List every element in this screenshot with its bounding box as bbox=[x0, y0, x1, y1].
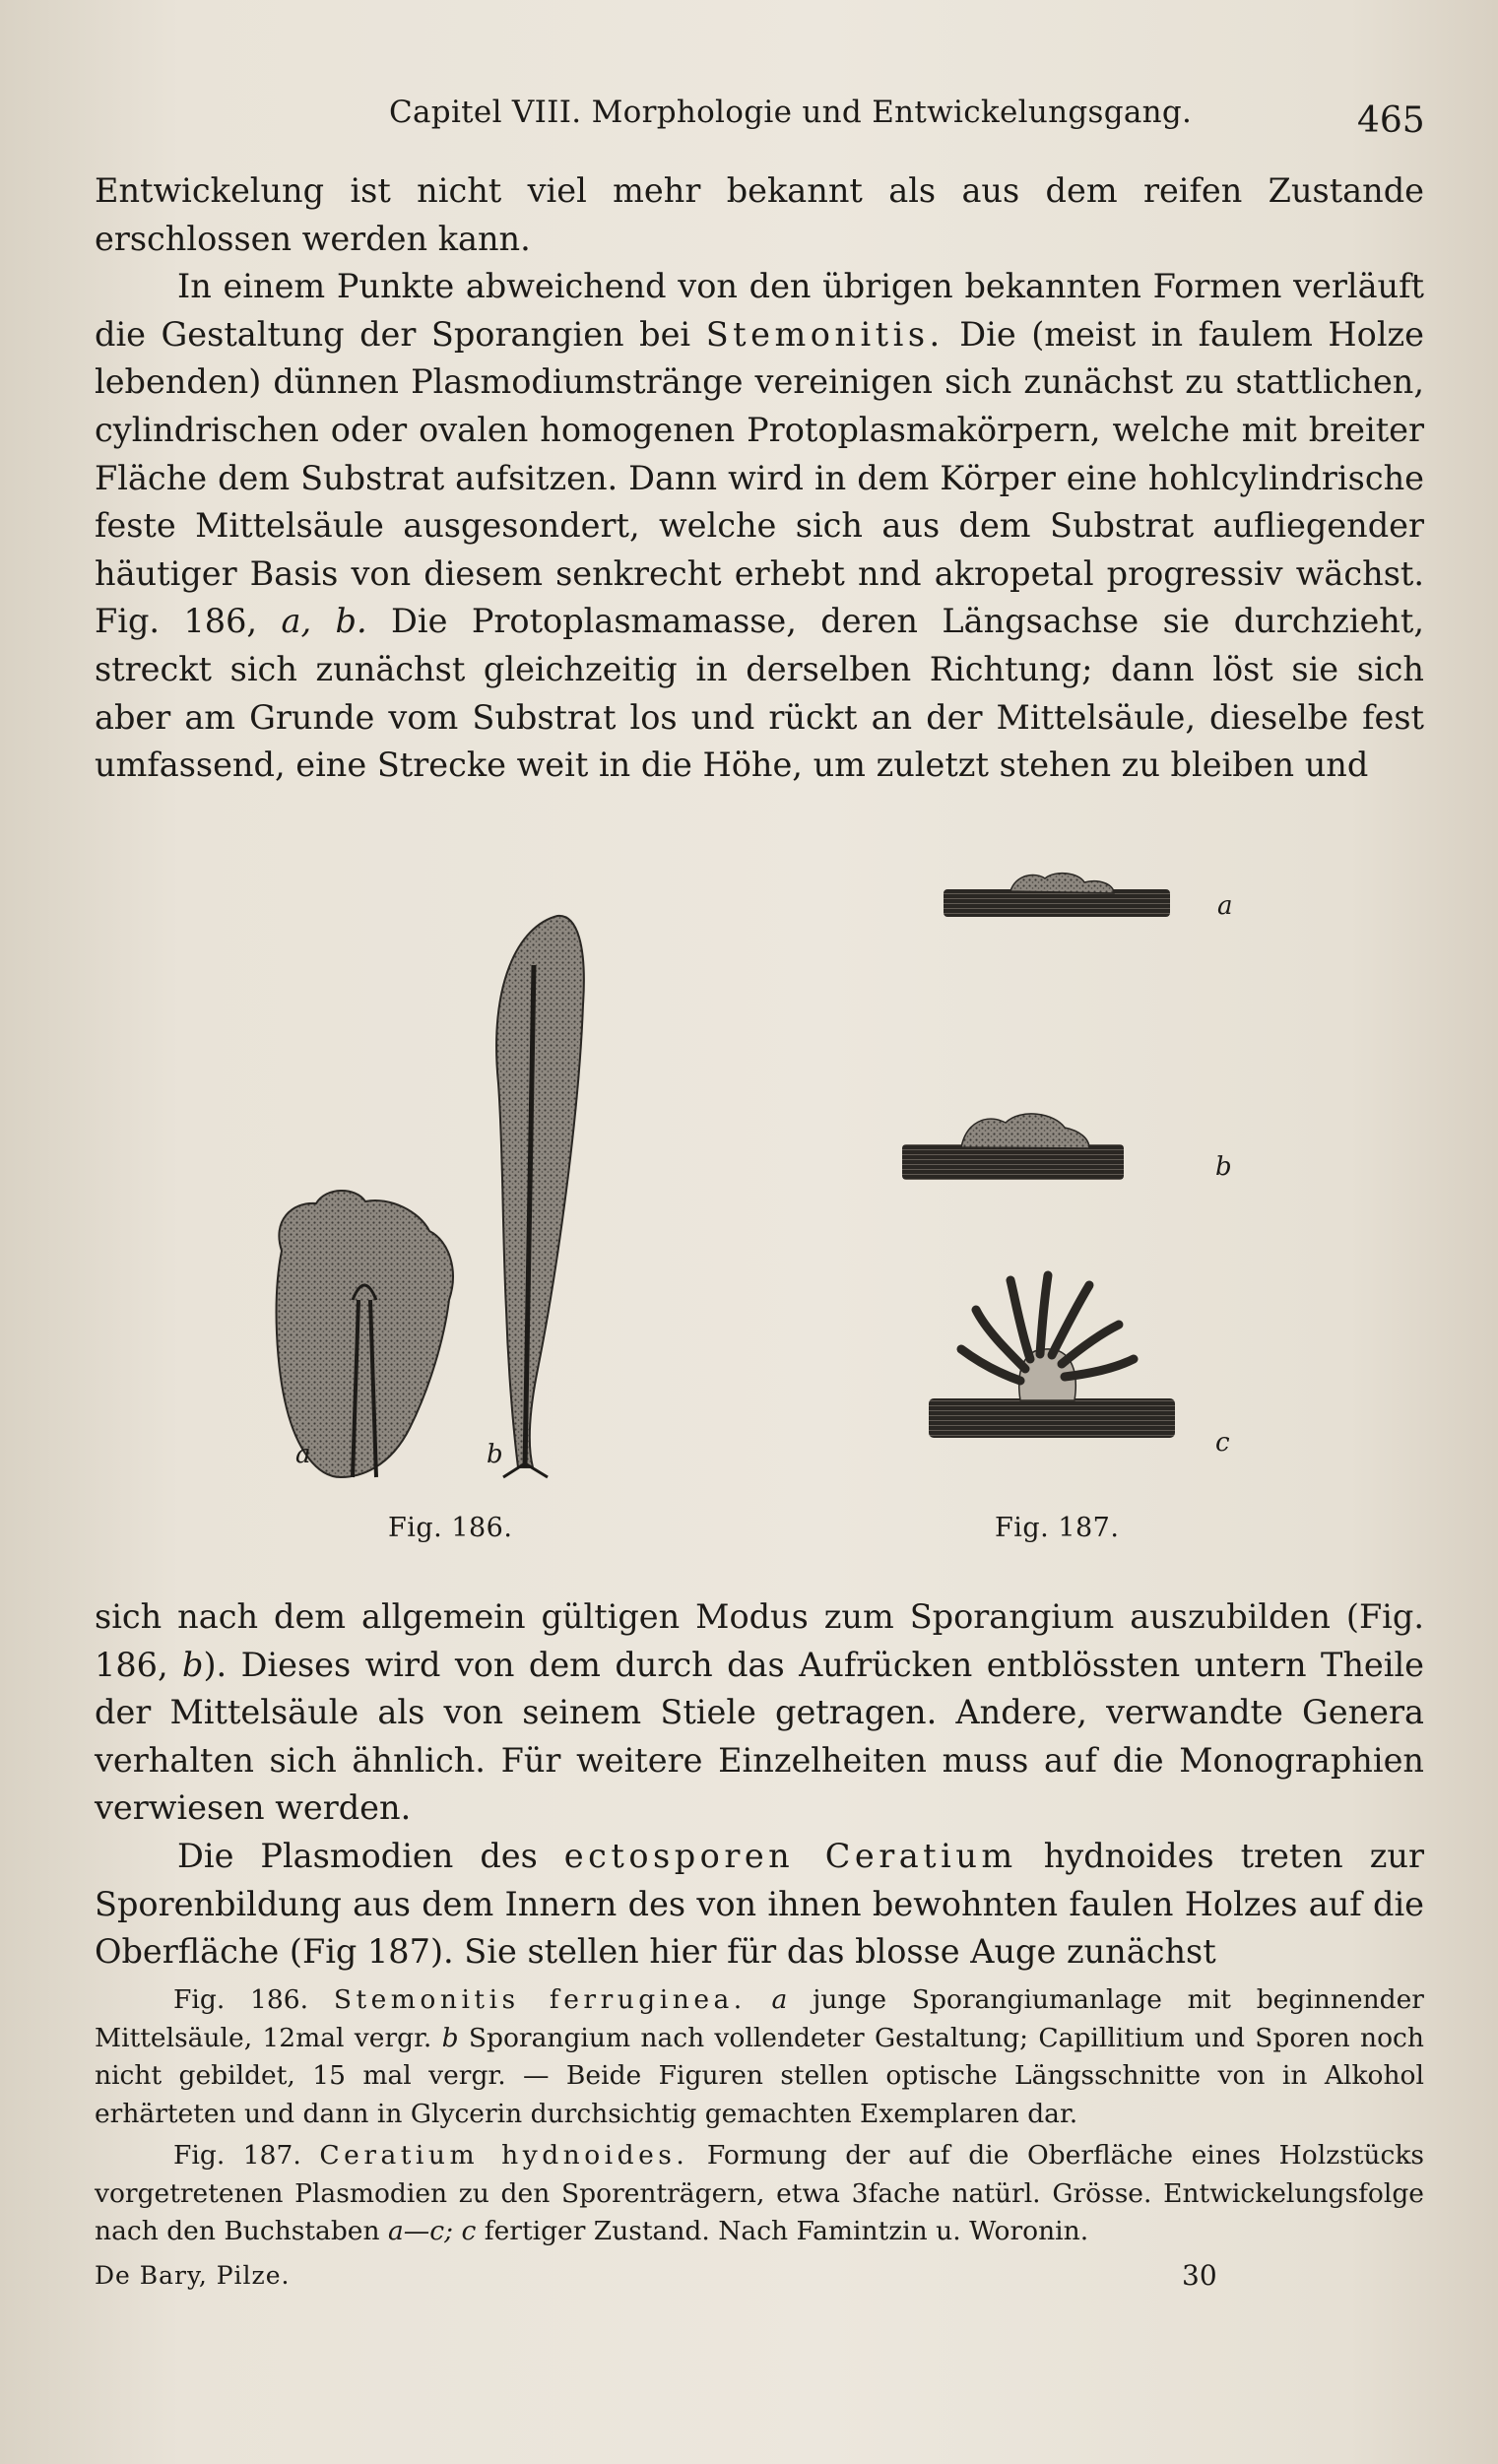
caption-186-label: Fig. 186. bbox=[173, 1984, 309, 2015]
caption-186-letter-a: a bbox=[771, 1984, 788, 2015]
paragraph-2-text-c: Die Protoplasmamasse, deren Längsachse sie durchzieht, streckt sich zunächst gleichzeitig in derselben Richtung; dann löst sie sich aber am Grunde vom Substrat los und rückt an der Mittelsäule, dieselbe fest umfassend, eine Strecke weit in die Höhe, um zuletzt stehen zu bleiben und bbox=[95, 602, 1424, 785]
fig-187-letter-a: a bbox=[1217, 891, 1233, 921]
figure-reference-b: b bbox=[182, 1645, 204, 1684]
figure-reference: a, b. bbox=[281, 602, 367, 641]
caption-187-species: Ceratium hydnoides. bbox=[319, 2140, 689, 2171]
caption-186-species: Stemonitis ferruginea. bbox=[333, 1984, 747, 2015]
genus-stemonitis: Stemonitis. bbox=[705, 314, 944, 354]
caption-187-label: Fig. 187. bbox=[173, 2140, 301, 2171]
paragraph-3 bbox=[95, 1593, 1424, 1833]
fig-186b-drawing bbox=[496, 916, 584, 1477]
fig-187-label: Fig. 187. bbox=[995, 1513, 1120, 1543]
species-name-spaced: ectosporen Ceratium bbox=[563, 1836, 1017, 1875]
caption-187-text-a: Formung der auf die Oberfläche eines Holzstücks vorgetretenen Plasmodien zu den Sporenträgern, etwa 3fache natürl. Grösse. Entwickelungsfolge nach den Buchstaben bbox=[95, 2140, 1424, 2246]
fig-186-letter-a: a bbox=[295, 1440, 311, 1469]
caption-186-letter-b: b bbox=[441, 2022, 459, 2053]
caption-fig-187 bbox=[95, 2137, 1424, 2251]
paragraph-4-text-a: Die Plasmodien des bbox=[177, 1836, 538, 1875]
fig-187-letter-c: c bbox=[1215, 1428, 1230, 1458]
page-number: 465 bbox=[1357, 100, 1425, 141]
caption-186-text-b: Sporangium nach vollendeter Gestaltung; Capillitium und Sporen noch nicht gebildet, 15 mal vergr. — Beide Figuren stellen optische Längsschnitte von in Alkohol erhärteten und dann in Glycerin durchsichtig gemachten Exemplaren dar. bbox=[95, 2022, 1424, 2129]
fig-186a-drawing bbox=[277, 1191, 453, 1477]
footer-signature: 30 bbox=[1182, 2259, 1217, 2292]
paragraph-3-text-a: sich nach dem allgemein gültigen Modus zum Sporangium auszubilden (Fig. 186, bbox=[95, 1597, 1424, 1684]
paragraph-1-text: Entwickelung ist nicht viel mehr bekannt als aus dem reifen Zustande erschlossen werden kann. bbox=[95, 171, 1424, 258]
fig-186-label: Fig. 186. bbox=[388, 1513, 513, 1543]
paragraph-4-text-b: hydnoides treten zur Sporenbildung aus dem Innern des von ihnen bewohnten faulen Holzes auf die Oberfläche (Fig 187). Sie stellen hier für das blosse Auge zunächst bbox=[95, 1836, 1424, 1972]
figure-captions bbox=[95, 1981, 1424, 2255]
paragraph-4 bbox=[95, 1833, 1424, 1977]
fig-186-letter-b: b bbox=[487, 1440, 503, 1469]
paragraph-2-text-b: Die (meist in faulem Holze lebenden) dünnen Plasmodiumstränge vereinigen sich zunächst zu stattlichen, cylindrischen oder ovalen homogenen Protoplasmakörpern, welche mit breiter Fläche dem Substrat aufsitzen. Dann wird in dem Körper eine hohlcylindrische feste Mittelsäule ausgesondert, welche sich aus dem Substrat aufliegender häutiger Basis von diesem senkrecht erhebt nnd akropetal progressiv wächst. Fig. 186, bbox=[95, 314, 1425, 641]
caption-187-range: a—c; bbox=[387, 2216, 454, 2246]
fig-187-letter-b: b bbox=[1215, 1152, 1232, 1182]
paragraph-2-text-a: In einem Punkte abweichend von den übrigen bekannten Formen verläuft die Gestaltung der Sporangien bei bbox=[95, 267, 1424, 354]
fig-187c-drawing bbox=[929, 1275, 1175, 1438]
caption-187-text-c: fertiger Zustand. Nach Famintzin u. Woronin. bbox=[484, 2216, 1089, 2246]
footer-author: De Bary, Pilze. bbox=[95, 2261, 291, 2290]
body-text-top bbox=[95, 167, 1424, 790]
caption-186-text-a: junge Sporangiumanlage mit beginnender Mittelsäule, 12mal vergr. bbox=[95, 1984, 1424, 2053]
paragraph-2 bbox=[95, 263, 1424, 790]
paragraph-3-text-b: ). Dieses wird von dem durch das Aufrücken entblössten untern Theile der Mittelsäule als von seinem Stiele getragen. Andere, verwandte Genera verhalten sich ähnlich. Für weitere Einzelheiten muss auf die Monographien verwiesen werden. bbox=[95, 1645, 1424, 1828]
figures-area bbox=[95, 837, 1424, 1566]
fig-187a-drawing bbox=[944, 874, 1170, 917]
caption-187-letter-c: c bbox=[461, 2216, 477, 2246]
body-text-bottom bbox=[95, 1593, 1424, 1977]
fig-187b-drawing bbox=[902, 1114, 1124, 1180]
paragraph-1 bbox=[95, 167, 1424, 263]
running-title: Capitel VIII. Morphologie und Entwickelungsgang. bbox=[389, 95, 1193, 130]
caption-fig-186 bbox=[95, 1981, 1424, 2133]
